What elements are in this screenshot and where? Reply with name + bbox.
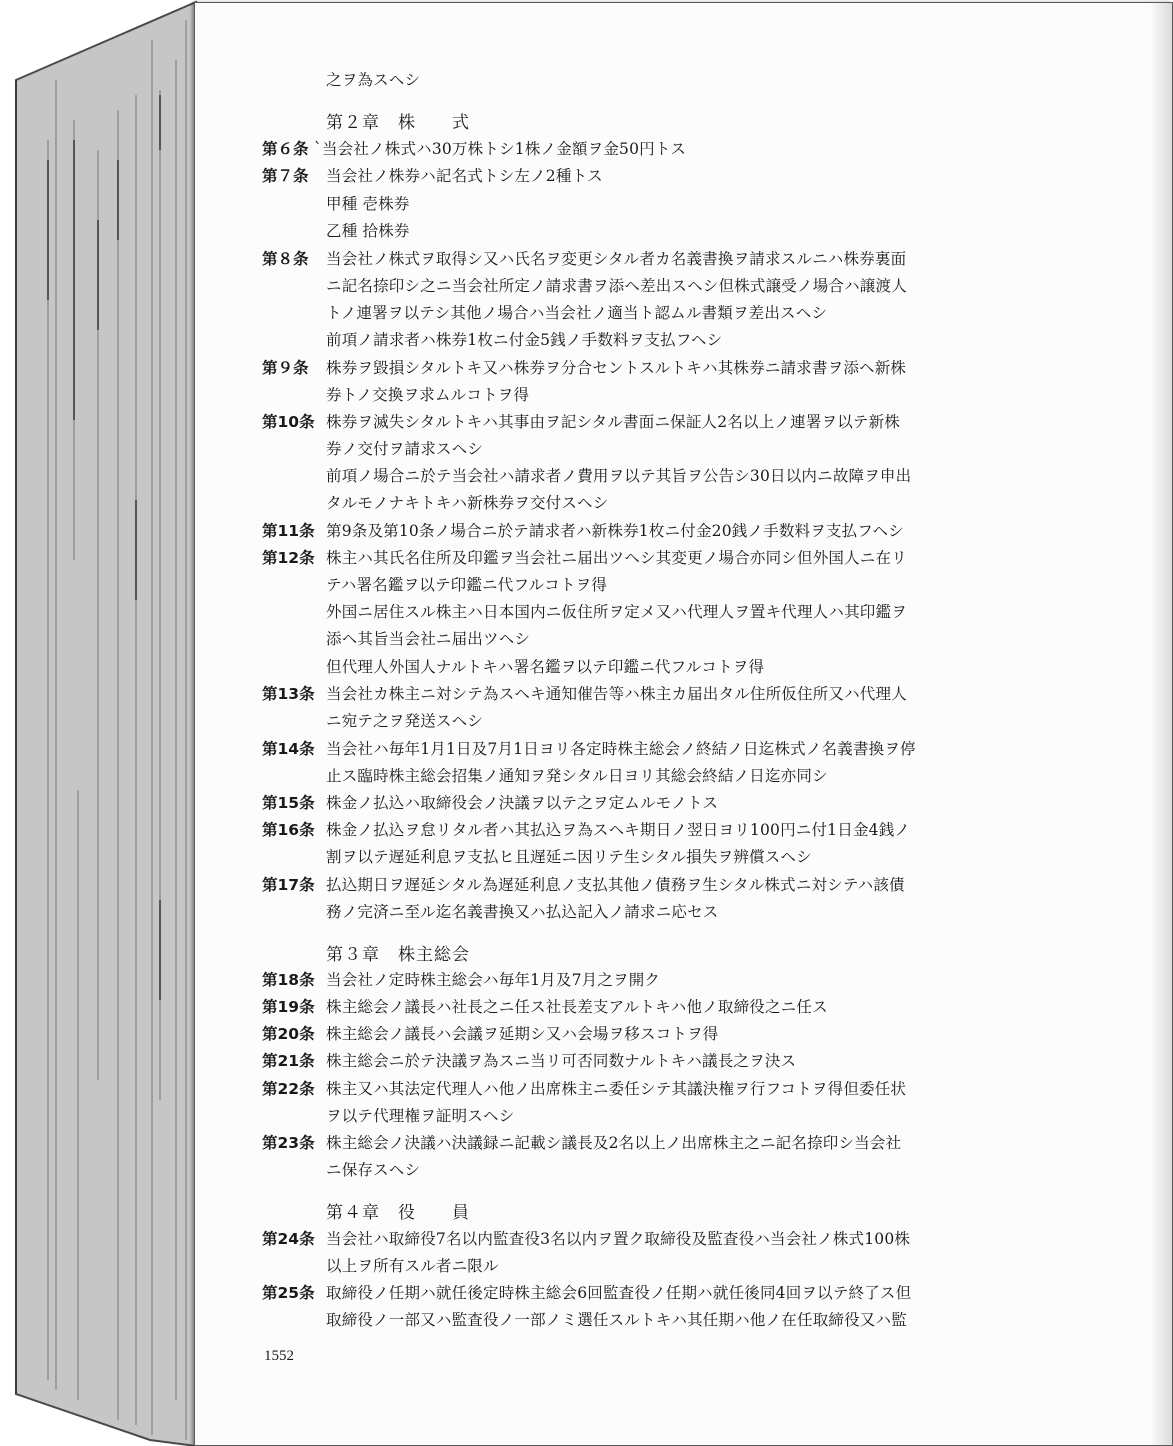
article-text: 株主総会ノ決議ハ決議録ニ記載シ議長及2名以上ノ出席株主之ニ記名捺印シ当会社 [326, 1134, 902, 1152]
article-number: 第16条 [262, 821, 315, 839]
article-text: 甲種 壱株券 [326, 195, 410, 213]
article-text: 券ノ交付ヲ請求スヘシ [326, 440, 484, 458]
article-text: 株券ヲ滅失シタルトキハ其事由ヲ記シタル書面ニ保証人2名以上ノ連署ヲ以テ新株 [326, 413, 901, 431]
article-text: 当会社ハ取締役7名以内監査役3名以内ヲ置ク取締役及監査役ハ当会社ノ株式100株 [326, 1230, 911, 1248]
article-number: 第21条 [262, 1052, 315, 1070]
article-text: `当会社ノ株式ハ30万株トシ1株ノ金額ヲ金50円トス [314, 140, 687, 158]
article-text: タルモノナキトキハ新株券ヲ交付スヘシ [326, 494, 609, 512]
article-text: 当会社ノ定時株主総会ハ毎年1月及7月之ヲ開ク [326, 971, 661, 989]
article-text: 株主又ハ其法定代理人ハ他ノ出席株主ニ委任シテ其議決権ヲ行フコトヲ得但委任状 [326, 1080, 907, 1098]
article-number: 第10条 [262, 413, 315, 431]
article-text: 当会社ハ毎年1月1日及7月1日ヨリ各定時株主総会ノ終結ノ日迄株式ノ名義書換ヲ停 [326, 740, 916, 758]
article-text: ニ保存スヘシ [326, 1161, 421, 1179]
article-text: ニ記名捺印シ之ニ当会社所定ノ請求書ヲ添ヘ差出スヘシ但株式譲受ノ場合ハ譲渡人 [326, 277, 907, 295]
chapter-heading: 第２章 株 式 [326, 113, 470, 133]
article-text: 添ヘ其旨当会社ニ届出ツヘシ [326, 630, 531, 648]
book-edge [0, 0, 200, 1446]
article-text: 第9条及第10条ノ場合ニ於テ請求者ハ新株券1枚ニ付金20銭ノ手数料ヲ支払フヘシ [326, 522, 904, 540]
article-text: 取締役ノ任期ハ就任後定時株主総会6回監査役ノ任期ハ就任後同4回ヲ以テ終了ス但 [326, 1284, 912, 1302]
article-number: 第９条 [262, 359, 309, 377]
article-number: 第14条 [262, 740, 315, 758]
article-text: 株主ハ其氏名住所及印鑑ヲ当会社ニ届出ツヘシ其変更ノ場合亦同シ但外国人ニ在リ [326, 549, 907, 567]
article-text: 株主総会ノ議長ハ社長之ニ任ス社長差支アルトキハ他ノ取締役之ニ任ス [326, 998, 828, 1016]
article-text: テハ署名鑑ヲ以テ印鑑ニ代フルコトヲ得 [326, 576, 608, 594]
article-text: 払込期日ヲ遅延シタル為遅延利息ノ支払其他ノ債務ヲ生シタル株式ニ対シテハ該債 [326, 876, 905, 894]
article-text: 券トノ交換ヲ求ムルコトヲ得 [326, 386, 530, 404]
article-text: 乙種 拾株券 [326, 222, 410, 240]
article-number: 第17条 [262, 876, 315, 894]
article-number: 第７条 [262, 167, 309, 185]
article-text: 株券ヲ毀損シタルトキ又ハ株券ヲ分合セントスルトキハ其株券ニ請求書ヲ添ヘ新株 [326, 359, 907, 377]
article-text: 前項ノ場合ニ於テ当会社ハ請求者ノ費用ヲ以テ其旨ヲ公告シ30日以内ニ故障ヲ申出 [326, 467, 912, 485]
article-text: 務ノ完済ニ至ル迄名義書換又ハ払込記入ノ請求ニ応セス [326, 903, 719, 921]
article-text: トノ連署ヲ以テシ其他ノ場合ハ当会社ノ適当ト認ムル書類ヲ差出スヘシ [326, 304, 828, 322]
article-text: 株金ノ払込ハ取締役会ノ決議ヲ以テ之ヲ定ムルモノトス [326, 794, 719, 812]
article-text: 株金ノ払込ヲ怠リタル者ハ其払込ヲ為スヘキ期日ノ翌日ヨリ100円ニ付1日金4銭ノ [326, 821, 911, 839]
article-number: 第19条 [262, 998, 315, 1016]
article-number: 第13条 [262, 685, 315, 703]
article-text: 当会社ノ株式ヲ取得シ又ハ氏名ヲ変更シタル者カ名義書換ヲ請求スルニハ株券裏面 [326, 250, 907, 268]
article-number: 第23条 [262, 1134, 315, 1152]
article-number: 第20条 [262, 1025, 315, 1043]
article-text: 当会社ノ株券ハ記名式トシ左ノ2種トス [326, 167, 603, 185]
article-text: 取締役ノ一部又ハ監査役ノ一部ノミ選任スルトキハ其任期ハ他ノ在任取締役又ハ監 [326, 1311, 907, 1329]
article-text: 以上ヲ所有スル者ニ限ル [326, 1257, 499, 1275]
article-number: 第24条 [262, 1230, 315, 1248]
article-text: 外国ニ居住スル株主ハ日本国内ニ仮住所ヲ定メ又ハ代理人ヲ置キ代理人ハ其印鑑ヲ [326, 603, 907, 621]
chapter-heading: 第３章 株主総会 [326, 945, 470, 965]
article-text: ヲ以テ代理権ヲ証明スヘシ [326, 1107, 515, 1125]
article-text: 割ヲ以テ遅延利息ヲ支払ヒ且遅延ニ因リテ生シタル損失ヲ辨償スヘシ [326, 848, 812, 866]
article-text: 株主総会ノ議長ハ会議ヲ延期シ又ハ会場ヲ移スコトヲ得 [326, 1025, 719, 1043]
article-text: ニ宛テ之ヲ発送スヘシ [326, 712, 484, 730]
article-number: 第25条 [262, 1284, 315, 1302]
article-number: 第11条 [262, 522, 315, 540]
article-text: 当会社カ株主ニ対シテ為スヘキ通知催告等ハ株主カ届出タル住所仮住所又ハ代理人 [326, 685, 907, 703]
article-number: 第15条 [262, 794, 315, 812]
text-line: 之ヲ為スヘシ [326, 71, 421, 89]
article-number: 第18条 [262, 971, 315, 989]
page-number: 1552 [264, 1348, 294, 1364]
article-text: 株主総会ニ於テ決議ヲ為スニ当リ可否同数ナルトキハ議長之ヲ決ス [326, 1052, 797, 1070]
article-text: 前項ノ請求者ハ株券1枚ニ付金5銭ノ手数料ヲ支払フヘシ [326, 331, 723, 349]
article-text: 但代理人外国人ナルトキハ署名鑑ヲ以テ印鑑ニ代フルコトヲ得 [326, 658, 765, 676]
article-text: 止ス臨時株主総会招集ノ通知ヲ発シタル日ヨリ其総会終結ノ日迄亦同シ [326, 767, 828, 785]
article-number: 第８条 [262, 250, 309, 268]
chapter-heading: 第４章 役 員 [326, 1203, 470, 1223]
article-number: 第22条 [262, 1080, 315, 1098]
article-number: 第６条 [262, 140, 309, 158]
article-number: 第12条 [262, 549, 315, 567]
